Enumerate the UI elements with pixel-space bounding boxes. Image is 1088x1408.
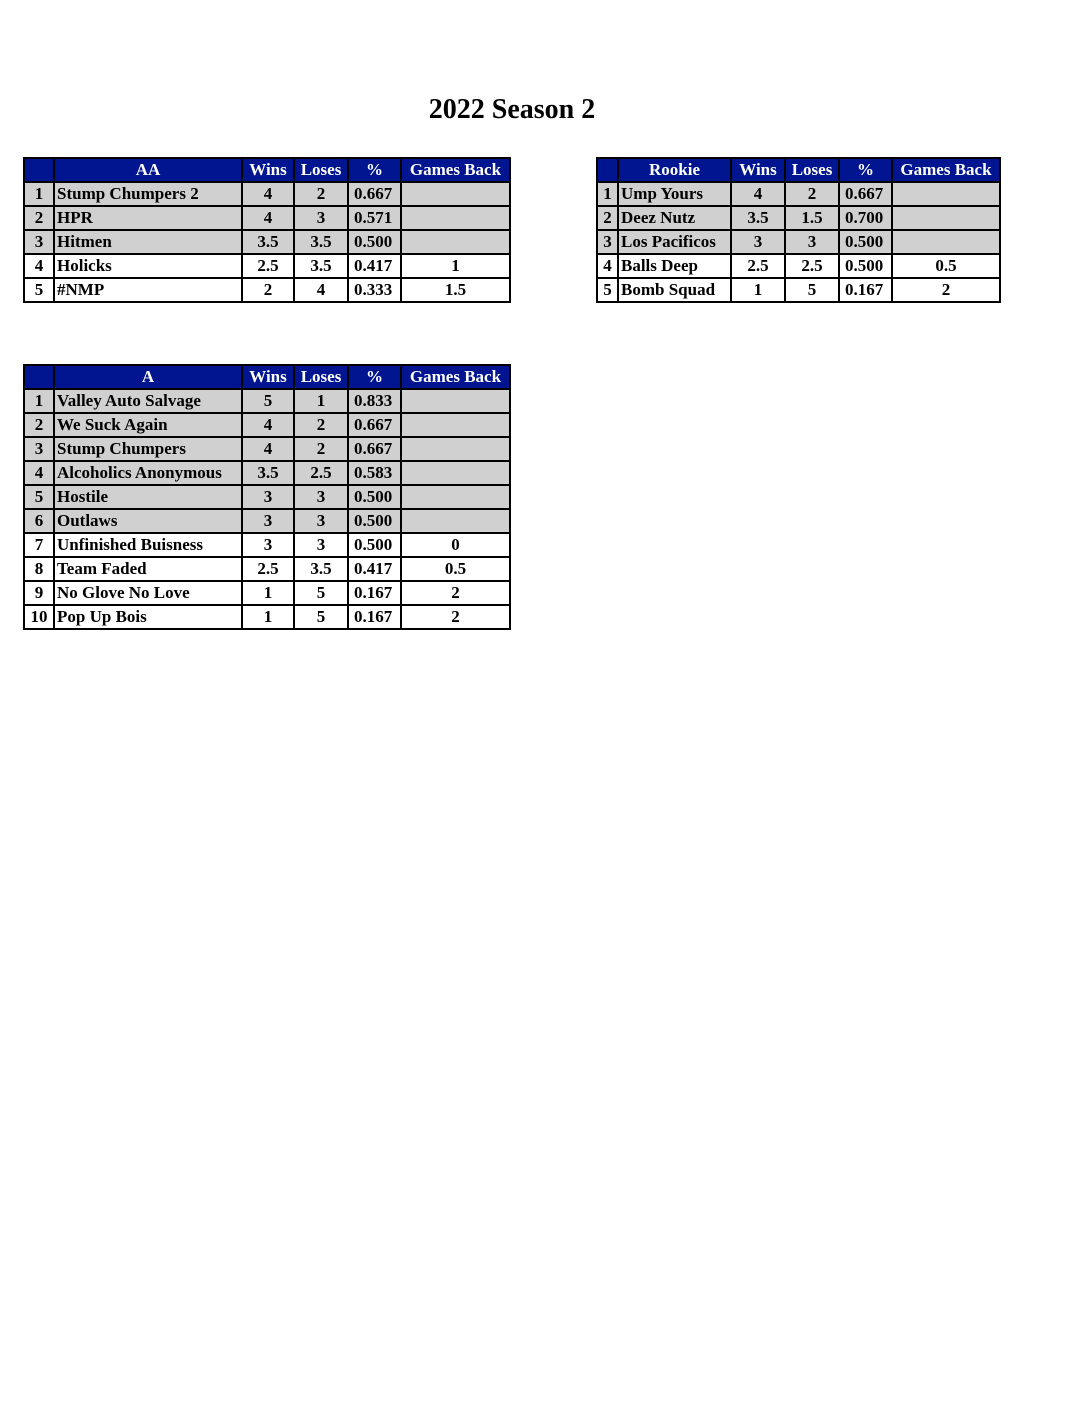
table-row xyxy=(24,389,510,413)
team-name-cell: Team Faded xyxy=(54,557,242,581)
wins-cell: 1 xyxy=(242,581,294,605)
games-back-cell xyxy=(892,230,1000,254)
wins-cell: 3 xyxy=(242,509,294,533)
table-row xyxy=(597,230,1000,254)
loses-cell: 4 xyxy=(294,278,348,302)
table-row xyxy=(597,254,1000,278)
table-row xyxy=(24,182,510,206)
team-name-cell: Unfinished Buisness xyxy=(54,533,242,557)
wins-cell: 3 xyxy=(731,230,785,254)
rank-cell: 1 xyxy=(24,389,54,413)
games-back-cell: 2 xyxy=(401,605,510,629)
pct-cell: 0.417 xyxy=(348,254,401,278)
pct-cell: 0.700 xyxy=(839,206,892,230)
loses-cell: 2.5 xyxy=(785,254,839,278)
division-name-header: Rookie xyxy=(618,158,731,182)
games-back-cell xyxy=(401,206,510,230)
table-row xyxy=(24,413,510,437)
games-back-cell xyxy=(892,182,1000,206)
rank-cell: 3 xyxy=(597,230,618,254)
pct-cell: 0.500 xyxy=(839,230,892,254)
loses-cell: 5 xyxy=(785,278,839,302)
table-row xyxy=(24,605,510,629)
loses-cell: 3 xyxy=(785,230,839,254)
loses-cell: 2 xyxy=(294,182,348,206)
standings-table-a xyxy=(23,364,511,630)
pct-header: % xyxy=(839,158,892,182)
team-name-cell: We Suck Again xyxy=(54,413,242,437)
games-back-cell: 2 xyxy=(892,278,1000,302)
games-back-cell: 1.5 xyxy=(401,278,510,302)
table-row xyxy=(24,557,510,581)
wins-cell: 1 xyxy=(731,278,785,302)
team-name-cell: #NMP xyxy=(54,278,242,302)
loses-cell: 3 xyxy=(294,533,348,557)
pct-cell: 0.667 xyxy=(348,182,401,206)
loses-cell: 3.5 xyxy=(294,254,348,278)
games-back-cell: 0.5 xyxy=(892,254,1000,278)
team-name-cell: Stump Chumpers xyxy=(54,437,242,461)
loses-cell: 2 xyxy=(294,437,348,461)
pct-header: % xyxy=(348,158,401,182)
wins-cell: 2.5 xyxy=(242,557,294,581)
rank-cell: 3 xyxy=(24,437,54,461)
wins-cell: 4 xyxy=(731,182,785,206)
wins-header: Wins xyxy=(242,365,294,389)
wins-cell: 4 xyxy=(242,437,294,461)
games-back-cell xyxy=(401,485,510,509)
loses-cell: 3 xyxy=(294,509,348,533)
table-row xyxy=(24,230,510,254)
division-name-header: A xyxy=(54,365,242,389)
pct-cell: 0.500 xyxy=(348,485,401,509)
games-back-header: Games Back xyxy=(401,158,510,182)
games-back-cell xyxy=(401,509,510,533)
table-row xyxy=(24,533,510,557)
team-name-cell: Pop Up Bois xyxy=(54,605,242,629)
team-name-cell: No Glove No Love xyxy=(54,581,242,605)
loses-cell: 1.5 xyxy=(785,206,839,230)
wins-cell: 2.5 xyxy=(731,254,785,278)
table-row xyxy=(597,278,1000,302)
team-name-cell: Outlaws xyxy=(54,509,242,533)
pct-cell: 0.500 xyxy=(348,230,401,254)
team-name-cell: Hostile xyxy=(54,485,242,509)
team-name-cell: Hitmen xyxy=(54,230,242,254)
games-back-cell: 2 xyxy=(401,581,510,605)
wins-cell: 3 xyxy=(242,485,294,509)
pct-cell: 0.833 xyxy=(348,389,401,413)
loses-cell: 3.5 xyxy=(294,230,348,254)
table-row xyxy=(24,485,510,509)
games-back-cell xyxy=(401,182,510,206)
pct-cell: 0.571 xyxy=(348,206,401,230)
wins-cell: 3.5 xyxy=(731,206,785,230)
loses-cell: 3.5 xyxy=(294,557,348,581)
rank-header xyxy=(597,158,618,182)
games-back-cell xyxy=(401,461,510,485)
standings-table-rookie xyxy=(596,157,1001,303)
wins-header: Wins xyxy=(731,158,785,182)
loses-header: Loses xyxy=(785,158,839,182)
loses-cell: 2.5 xyxy=(294,461,348,485)
wins-cell: 4 xyxy=(242,413,294,437)
loses-cell: 5 xyxy=(294,581,348,605)
table-header-row xyxy=(24,158,510,182)
wins-header: Wins xyxy=(242,158,294,182)
pct-cell: 0.667 xyxy=(839,182,892,206)
table-row xyxy=(597,182,1000,206)
rank-cell: 10 xyxy=(24,605,54,629)
loses-cell: 5 xyxy=(294,605,348,629)
table-header-row xyxy=(24,365,510,389)
games-back-cell: 0.5 xyxy=(401,557,510,581)
team-name-cell: Los Pacificos xyxy=(618,230,731,254)
games-back-cell xyxy=(892,206,1000,230)
wins-cell: 3 xyxy=(242,533,294,557)
rank-cell: 5 xyxy=(24,485,54,509)
pct-cell: 0.500 xyxy=(839,254,892,278)
table-row xyxy=(24,509,510,533)
team-name-cell: HPR xyxy=(54,206,242,230)
wins-cell: 3.5 xyxy=(242,230,294,254)
loses-header: Loses xyxy=(294,158,348,182)
team-name-cell: Alcoholics Anonymous xyxy=(54,461,242,485)
rank-header xyxy=(24,365,54,389)
standings-table-aa xyxy=(23,157,511,303)
table-row xyxy=(24,254,510,278)
wins-cell: 3.5 xyxy=(242,461,294,485)
pct-cell: 0.417 xyxy=(348,557,401,581)
loses-cell: 2 xyxy=(785,182,839,206)
wins-cell: 5 xyxy=(242,389,294,413)
rank-cell: 4 xyxy=(24,254,54,278)
rank-cell: 4 xyxy=(597,254,618,278)
rank-cell: 1 xyxy=(597,182,618,206)
pct-cell: 0.667 xyxy=(348,413,401,437)
games-back-cell xyxy=(401,413,510,437)
rank-cell: 2 xyxy=(597,206,618,230)
games-back-cell: 1 xyxy=(401,254,510,278)
rank-cell: 4 xyxy=(24,461,54,485)
table-row xyxy=(24,278,510,302)
team-name-cell: Deez Nutz xyxy=(618,206,731,230)
pct-cell: 0.500 xyxy=(348,509,401,533)
pct-cell: 0.667 xyxy=(348,437,401,461)
team-name-cell: Bomb Squad xyxy=(618,278,731,302)
table-row xyxy=(24,581,510,605)
pct-cell: 0.583 xyxy=(348,461,401,485)
games-back-cell xyxy=(401,389,510,413)
rank-cell: 2 xyxy=(24,413,54,437)
loses-cell: 3 xyxy=(294,485,348,509)
pct-cell: 0.333 xyxy=(348,278,401,302)
wins-cell: 2.5 xyxy=(242,254,294,278)
rank-cell: 3 xyxy=(24,230,54,254)
loses-cell: 2 xyxy=(294,413,348,437)
page-title: 2022 Season 2 xyxy=(428,94,596,125)
rank-cell: 6 xyxy=(24,509,54,533)
wins-cell: 4 xyxy=(242,206,294,230)
games-back-cell: 0 xyxy=(401,533,510,557)
team-name-cell: Holicks xyxy=(54,254,242,278)
rank-cell: 5 xyxy=(597,278,618,302)
games-back-header: Games Back xyxy=(401,365,510,389)
pct-header: % xyxy=(348,365,401,389)
loses-header: Loses xyxy=(294,365,348,389)
table-row xyxy=(24,437,510,461)
table-row xyxy=(597,206,1000,230)
wins-cell: 4 xyxy=(242,182,294,206)
pct-cell: 0.167 xyxy=(348,581,401,605)
loses-cell: 1 xyxy=(294,389,348,413)
rank-cell: 5 xyxy=(24,278,54,302)
team-name-cell: Stump Chumpers 2 xyxy=(54,182,242,206)
loses-cell: 3 xyxy=(294,206,348,230)
games-back-header: Games Back xyxy=(892,158,1000,182)
rank-header xyxy=(24,158,54,182)
pct-cell: 0.500 xyxy=(348,533,401,557)
rank-cell: 8 xyxy=(24,557,54,581)
team-name-cell: Valley Auto Salvage xyxy=(54,389,242,413)
team-name-cell: Balls Deep xyxy=(618,254,731,278)
pct-cell: 0.167 xyxy=(839,278,892,302)
wins-cell: 2 xyxy=(242,278,294,302)
rank-cell: 2 xyxy=(24,206,54,230)
team-name-cell: Ump Yours xyxy=(618,182,731,206)
rank-cell: 9 xyxy=(24,581,54,605)
rank-cell: 1 xyxy=(24,182,54,206)
pct-cell: 0.167 xyxy=(348,605,401,629)
table-row xyxy=(24,206,510,230)
table-header-row xyxy=(597,158,1000,182)
rank-cell: 7 xyxy=(24,533,54,557)
division-name-header: AA xyxy=(54,158,242,182)
wins-cell: 1 xyxy=(242,605,294,629)
games-back-cell xyxy=(401,437,510,461)
table-row xyxy=(24,461,510,485)
games-back-cell xyxy=(401,230,510,254)
